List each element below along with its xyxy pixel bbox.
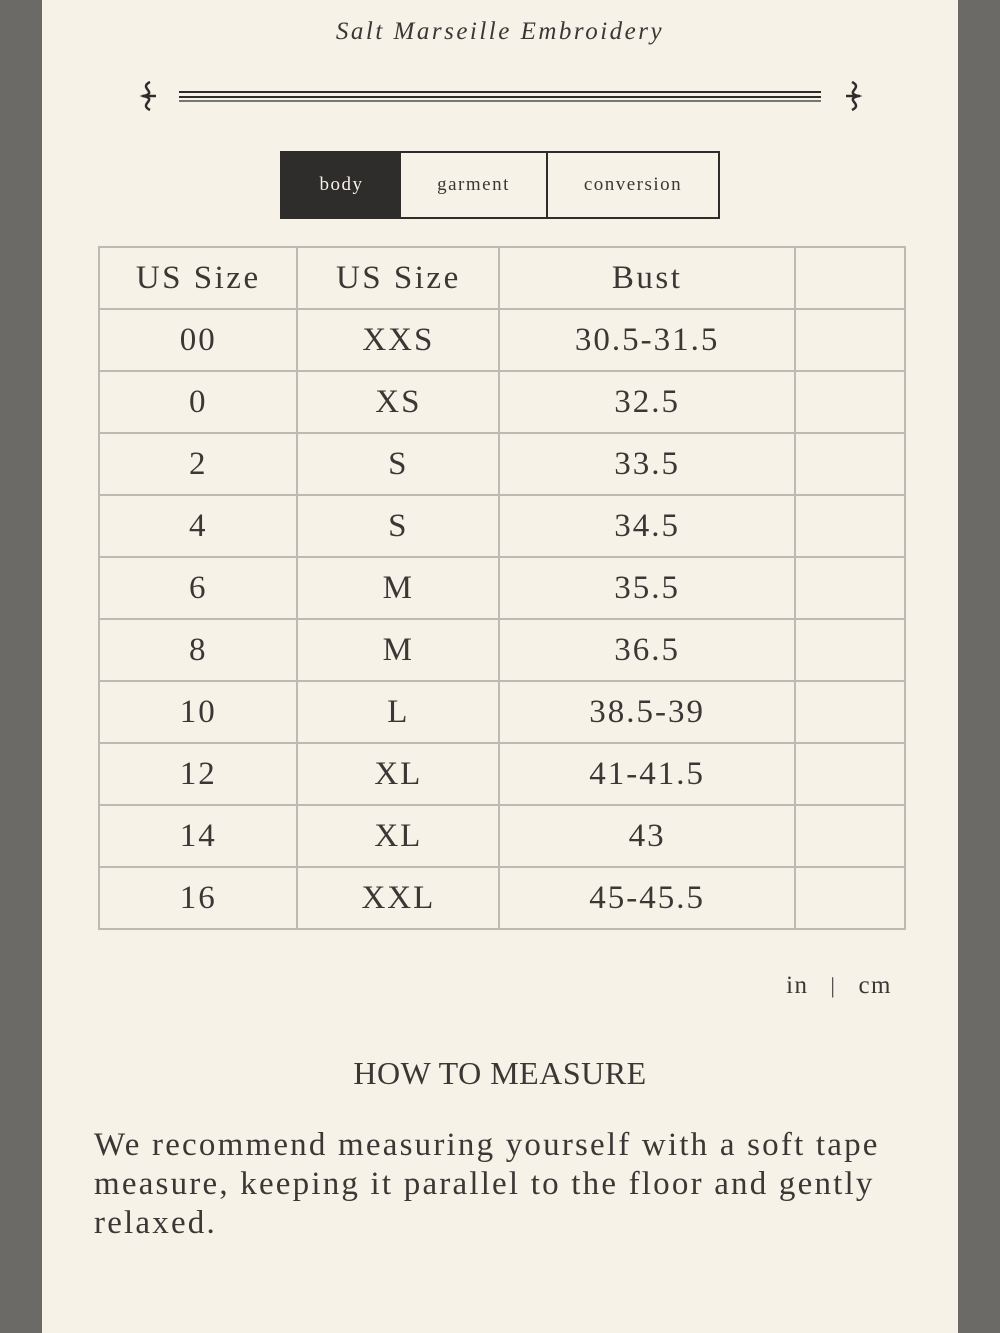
cell-us-size: 14 <box>99 805 297 867</box>
tab-garment[interactable]: garment <box>401 153 548 217</box>
table-row <box>99 309 905 371</box>
cell-next-column <box>795 309 905 371</box>
cell-bust: 30.5-31.5 <box>499 309 795 371</box>
measurement-tabs <box>280 151 720 219</box>
cell-us-letter-size: XL <box>297 743 499 805</box>
cell-us-letter-size: XL <box>297 805 499 867</box>
header-bust: Bust <box>499 247 795 309</box>
cell-bust: 33.5 <box>499 433 795 495</box>
cell-next-column <box>795 867 905 929</box>
cell-bust: 32.5 <box>499 371 795 433</box>
table-row <box>99 433 905 495</box>
cell-us-size: 16 <box>99 867 297 929</box>
header-next-column <box>795 247 905 309</box>
unit-toggle <box>786 972 892 1000</box>
cell-us-letter-size: S <box>297 495 499 557</box>
size-guide-page <box>42 0 958 1333</box>
cell-next-column <box>795 495 905 557</box>
cell-us-size: 12 <box>99 743 297 805</box>
unit-inches[interactable]: in <box>786 972 809 999</box>
size-table <box>98 246 906 930</box>
cell-us-letter-size: XS <box>297 371 499 433</box>
cell-next-column <box>795 805 905 867</box>
header-us-size: US Size <box>99 247 297 309</box>
size-table-scroll[interactable] <box>98 246 906 930</box>
how-to-measure-title: HOW TO MEASURE <box>353 1055 647 1091</box>
ornamental-divider <box>136 76 866 116</box>
cell-us-letter-size: M <box>297 557 499 619</box>
cell-us-size: 8 <box>99 619 297 681</box>
cell-next-column <box>795 743 905 805</box>
how-to-measure-text: We recommend measuring yourself with a soft tape measure, keeping it parallel to the floor and gently relaxed. <box>94 1127 880 1241</box>
cell-bust: 45-45.5 <box>499 867 795 929</box>
cell-bust: 38.5-39 <box>499 681 795 743</box>
table-header-row <box>99 247 905 309</box>
cell-us-size: 6 <box>99 557 297 619</box>
cell-us-letter-size: XXL <box>297 867 499 929</box>
tab-body[interactable]: body <box>282 153 401 217</box>
cell-us-size: 4 <box>99 495 297 557</box>
cell-bust: 41-41.5 <box>499 743 795 805</box>
cell-next-column <box>795 681 905 743</box>
cell-bust: 43 <box>499 805 795 867</box>
table-row <box>99 619 905 681</box>
table-row <box>99 681 905 743</box>
table-row <box>99 557 905 619</box>
table-row <box>99 805 905 867</box>
table-row <box>99 743 905 805</box>
cell-next-column <box>795 433 905 495</box>
header-us-letter-size: US Size <box>297 247 499 309</box>
cell-us-size: 00 <box>99 309 297 371</box>
cell-next-column <box>795 557 905 619</box>
unit-separator: | <box>830 973 837 998</box>
cell-bust: 34.5 <box>499 495 795 557</box>
cell-us-letter-size: S <box>297 433 499 495</box>
cell-next-column <box>795 371 905 433</box>
cell-us-size: 0 <box>99 371 297 433</box>
cell-bust: 35.5 <box>499 557 795 619</box>
cell-us-letter-size: XXS <box>297 309 499 371</box>
brand-title: Salt Marseille Embroidery <box>335 18 665 45</box>
cell-us-size: 10 <box>99 681 297 743</box>
unit-centimeters[interactable]: cm <box>858 972 892 999</box>
table-row <box>99 495 905 557</box>
table-row <box>99 371 905 433</box>
flourish-left-icon <box>142 82 156 110</box>
cell-us-letter-size: L <box>297 681 499 743</box>
flourish-right-icon <box>846 82 860 110</box>
tab-conversion[interactable]: conversion <box>583 174 683 195</box>
cell-next-column <box>795 619 905 681</box>
cell-us-size: 2 <box>99 433 297 495</box>
cell-us-letter-size: M <box>297 619 499 681</box>
table-row <box>99 867 905 929</box>
cell-bust: 36.5 <box>499 619 795 681</box>
